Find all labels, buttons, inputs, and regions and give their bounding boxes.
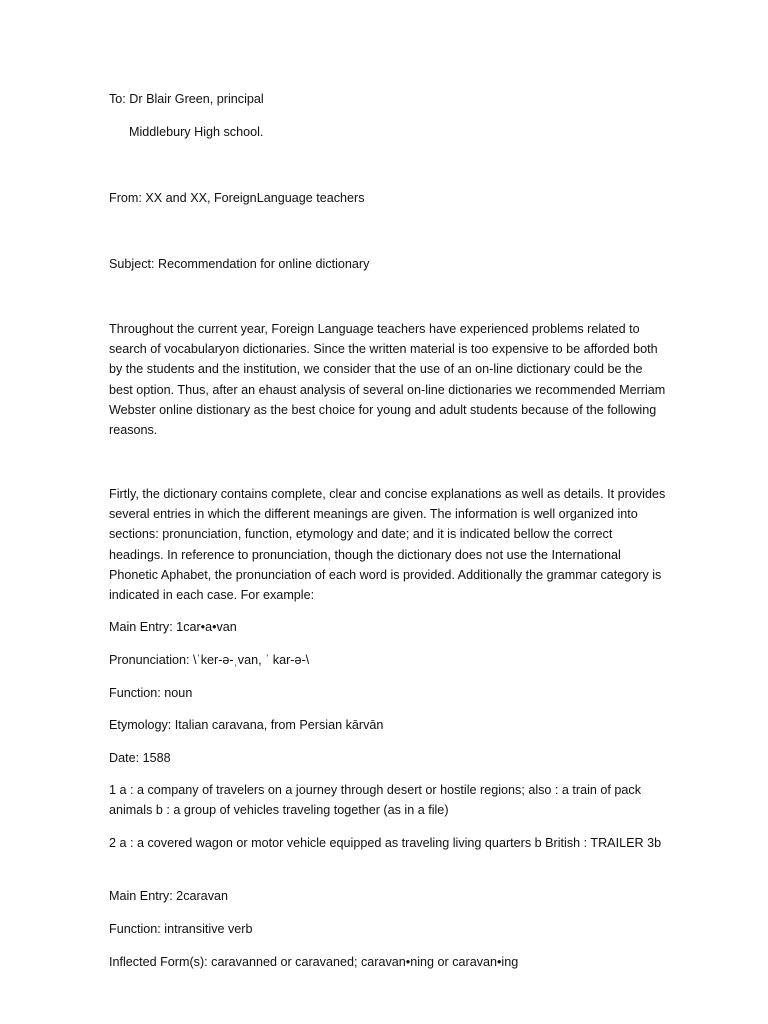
entry1-etymology: Etymology: Italian caravana, from Persian kārvān xyxy=(109,718,384,732)
entry1-main-entry: Main Entry: 1car•a•van xyxy=(109,620,237,634)
entry2-main-entry: Main Entry: 2caravan xyxy=(109,889,228,903)
memo-to-organization: Middlebury High school. xyxy=(129,125,264,139)
memo-subject: Subject: Recommendation for online dictionary xyxy=(109,257,370,271)
memo-to: To: Dr Blair Green, principal xyxy=(109,92,264,106)
firstly-paragraph: Firtly, the dictionary contains complete, clear and concise explanations as well as details. It provides several entries in which the different meanings are given. The information is well organized into sections: pronunciation, function, etymology and date; and it is indicated bellow the correct headings. In reference to pronunciation, though the dictionary does not use the International Phonetic Aphabet, the pronunciation of each word is provided. Additionally the grammar category is indicated in each case. For example: xyxy=(109,487,666,603)
entry1-definition-2: 2 a : a covered wagon or motor vehicle equipped as traveling living quarters b British : TRAILER 3b xyxy=(109,836,662,850)
entry1-pronunciation: Pronunciation: \ˈker-ə-ˌvan, ˈ kar-ə-\ xyxy=(109,653,310,667)
entry1-date: Date: 1588 xyxy=(109,751,171,765)
entry2-inflected-forms: Inflected Form(s): caravanned or caravaned; caravan•ning or caravan•ing xyxy=(109,955,519,969)
memo-from: From: XX and XX, ForeignLanguage teachers xyxy=(109,191,365,205)
intro-paragraph: Throughout the current year, Foreign Language teachers have experienced problems related to search of vocabularyon dictionaries. Since the written material is too expensive to be afforded both by the students and the institution, we consider that the use of an on-line dictionary could be the best option. Thus, after an ehaust analysis of several on-line dictionaries we recommended Merriam Webster online distionary as the best choice for young and adult students because of the following reasons. xyxy=(109,322,666,438)
entry1-definition-1: 1 a : a company of travelers on a journey through desert or hostile regions; also : a train of pack animals b : a group of vehicles traveling together (as in a file) xyxy=(109,783,642,818)
entry1-function: Function: noun xyxy=(109,686,193,700)
entry2-function: Function: intransitive verb xyxy=(109,922,253,936)
